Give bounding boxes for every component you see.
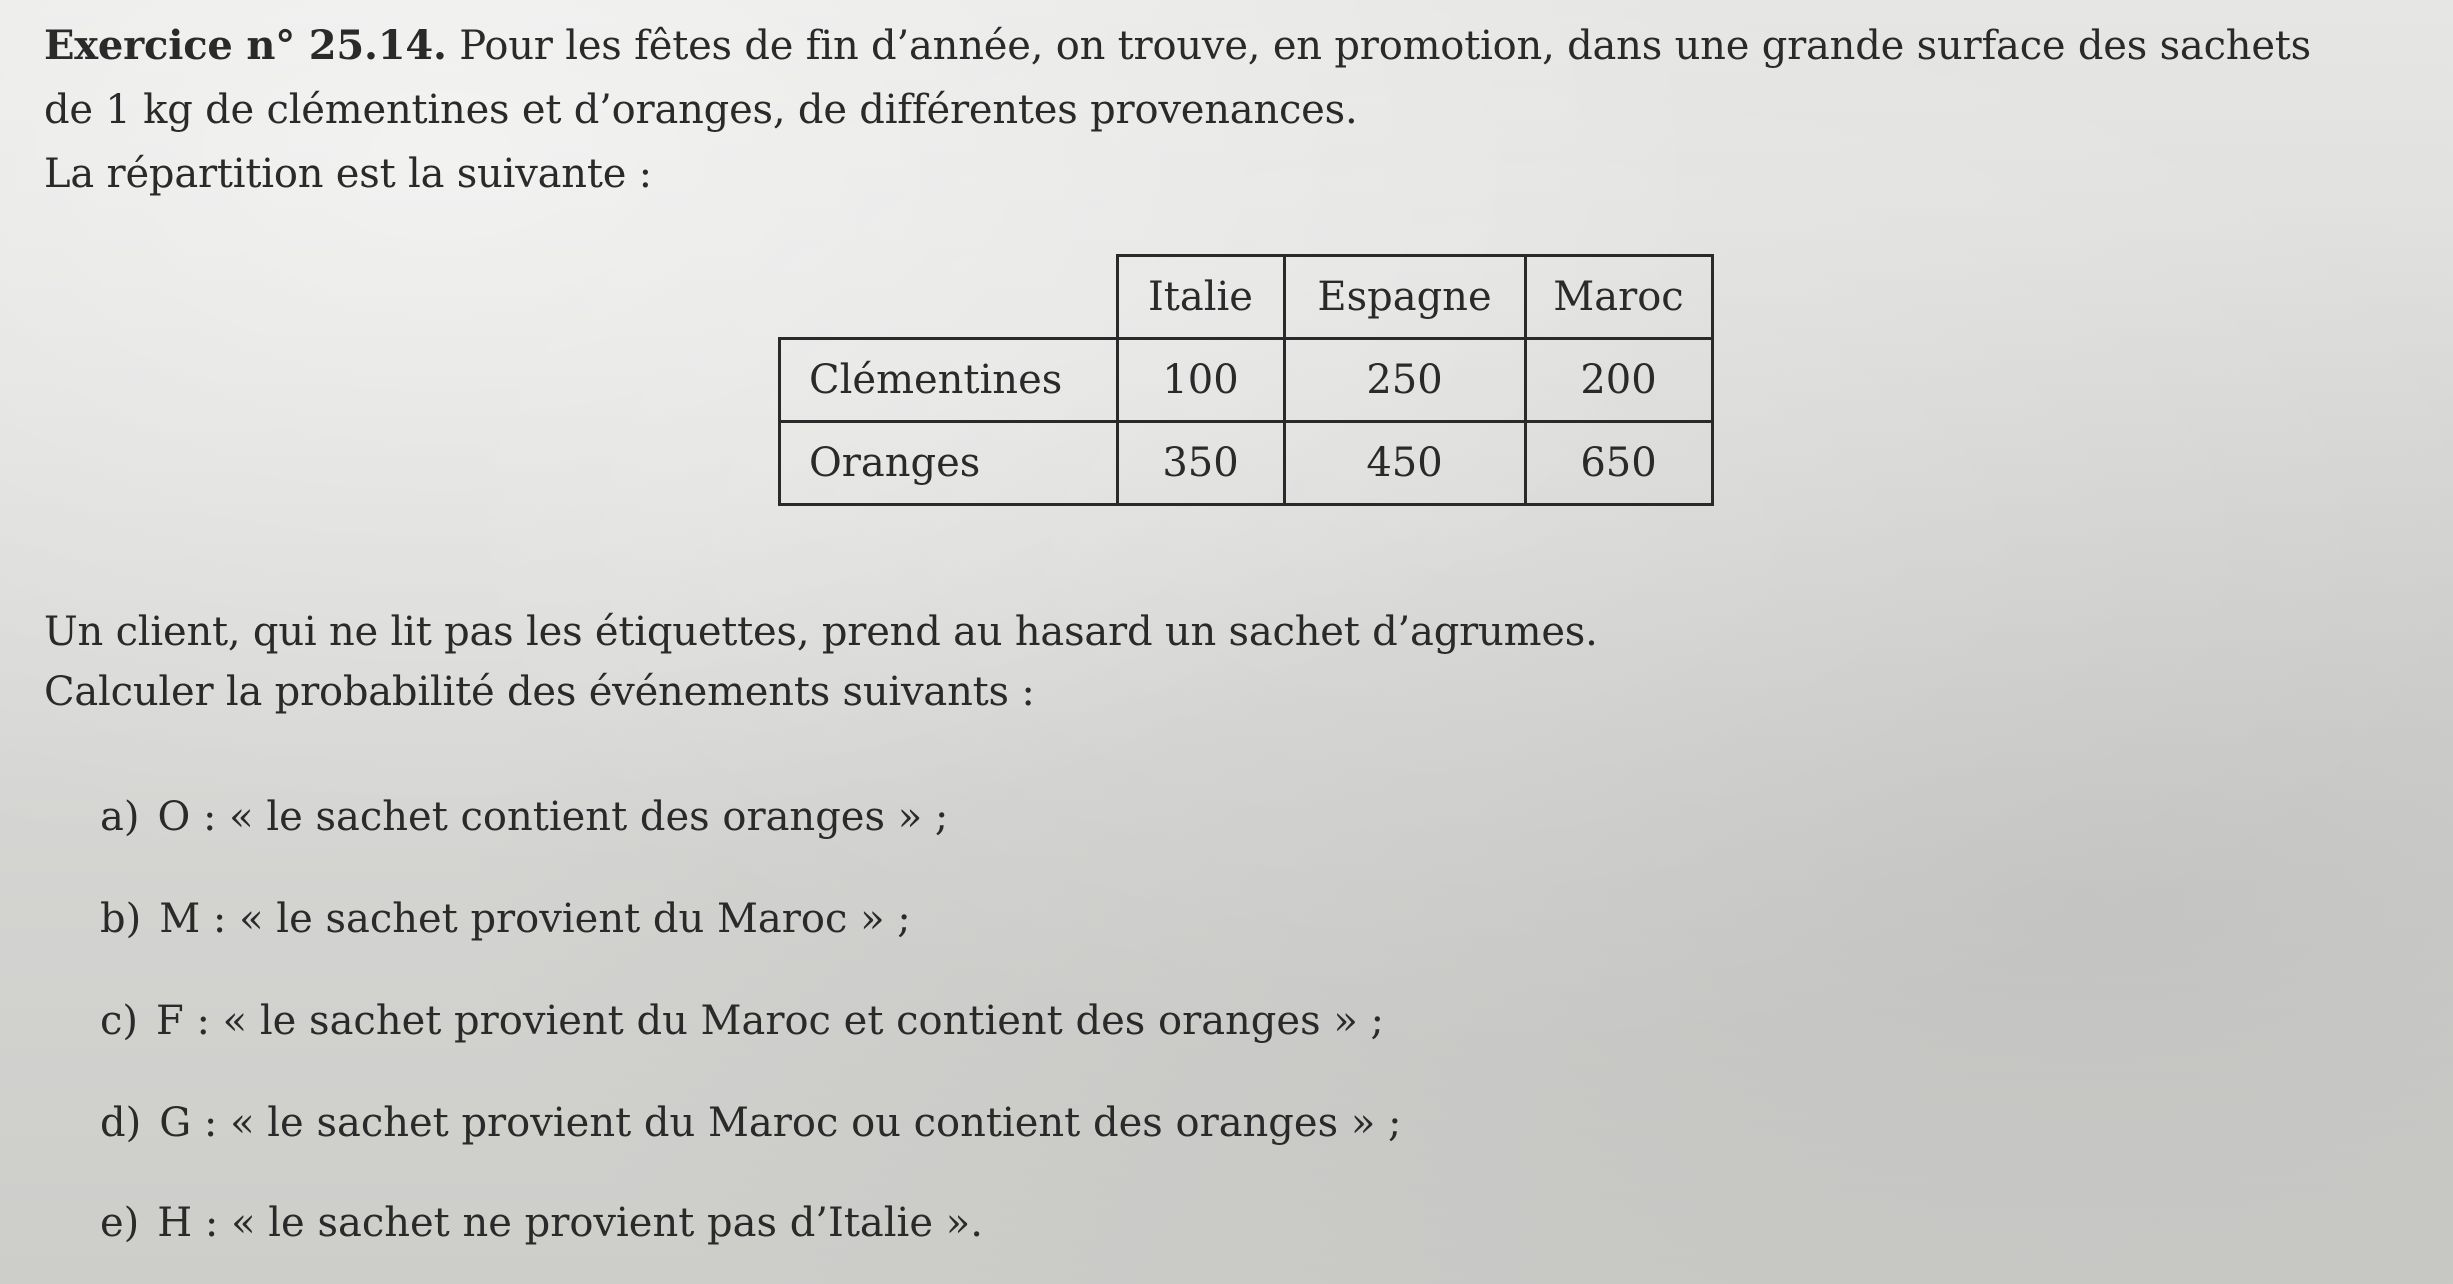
question-c [100,998,1384,1044]
question-e [100,1200,983,1246]
table-header-row [780,256,1713,339]
question-a-label: a) [100,794,140,840]
column-header-maroc: Maroc [1525,256,1712,339]
intro-line-2: de 1 kg de clémentines et d’oranges, de différentes provenances. [44,87,1358,133]
question-e-label: e) [100,1200,140,1246]
table-row-clementines [780,339,1713,422]
cell-oranges-maroc: 650 [1525,422,1712,505]
cell-oranges-italie: 350 [1117,422,1284,505]
column-header-italie: Italie [1117,256,1284,339]
cell-clementines-maroc: 200 [1525,339,1712,422]
exercise-title: Exercice n° 25.14. [44,22,447,69]
cell-oranges-espagne: 450 [1284,422,1525,505]
after-table-line-1: Un client, qui ne lit pas les étiquettes, prend au hasard un sachet d’agrumes. [44,609,1598,655]
after-table-line-2: Calculer la probabilité des événements suivants : [44,669,1035,715]
question-e-text: H : « le sachet ne provient pas d’Italie ». [157,1200,983,1246]
intro-text-1: Pour les fêtes de fin d’année, on trouve, en promotion, dans une grande surface des sachets [459,23,2312,69]
intro-line-3: La répartition est la suivante : [44,151,652,197]
question-c-text: F : « le sachet provient du Maroc et contient des oranges » ; [156,998,1384,1044]
intro-line-1 [44,22,2311,70]
distribution-table [778,254,1714,506]
question-b-label: b) [100,896,142,942]
cell-clementines-italie: 100 [1117,339,1284,422]
question-d-text: G : « le sachet provient du Maroc ou contient des oranges » ; [159,1100,1402,1146]
table-corner-cell [780,256,1118,339]
table-row-oranges [780,422,1713,505]
row-header-oranges: Oranges [780,422,1118,505]
column-header-espagne: Espagne [1284,256,1525,339]
row-header-clementines: Clémentines [780,339,1118,422]
question-a [100,794,948,840]
question-d [100,1100,1401,1146]
question-a-text: O : « le sachet contient des oranges » ; [157,794,949,840]
cell-clementines-espagne: 250 [1284,339,1525,422]
question-d-label: d) [100,1100,142,1146]
question-b-text: M : « le sachet provient du Maroc » ; [159,896,911,942]
question-c-label: c) [100,998,139,1044]
question-b [100,896,911,942]
